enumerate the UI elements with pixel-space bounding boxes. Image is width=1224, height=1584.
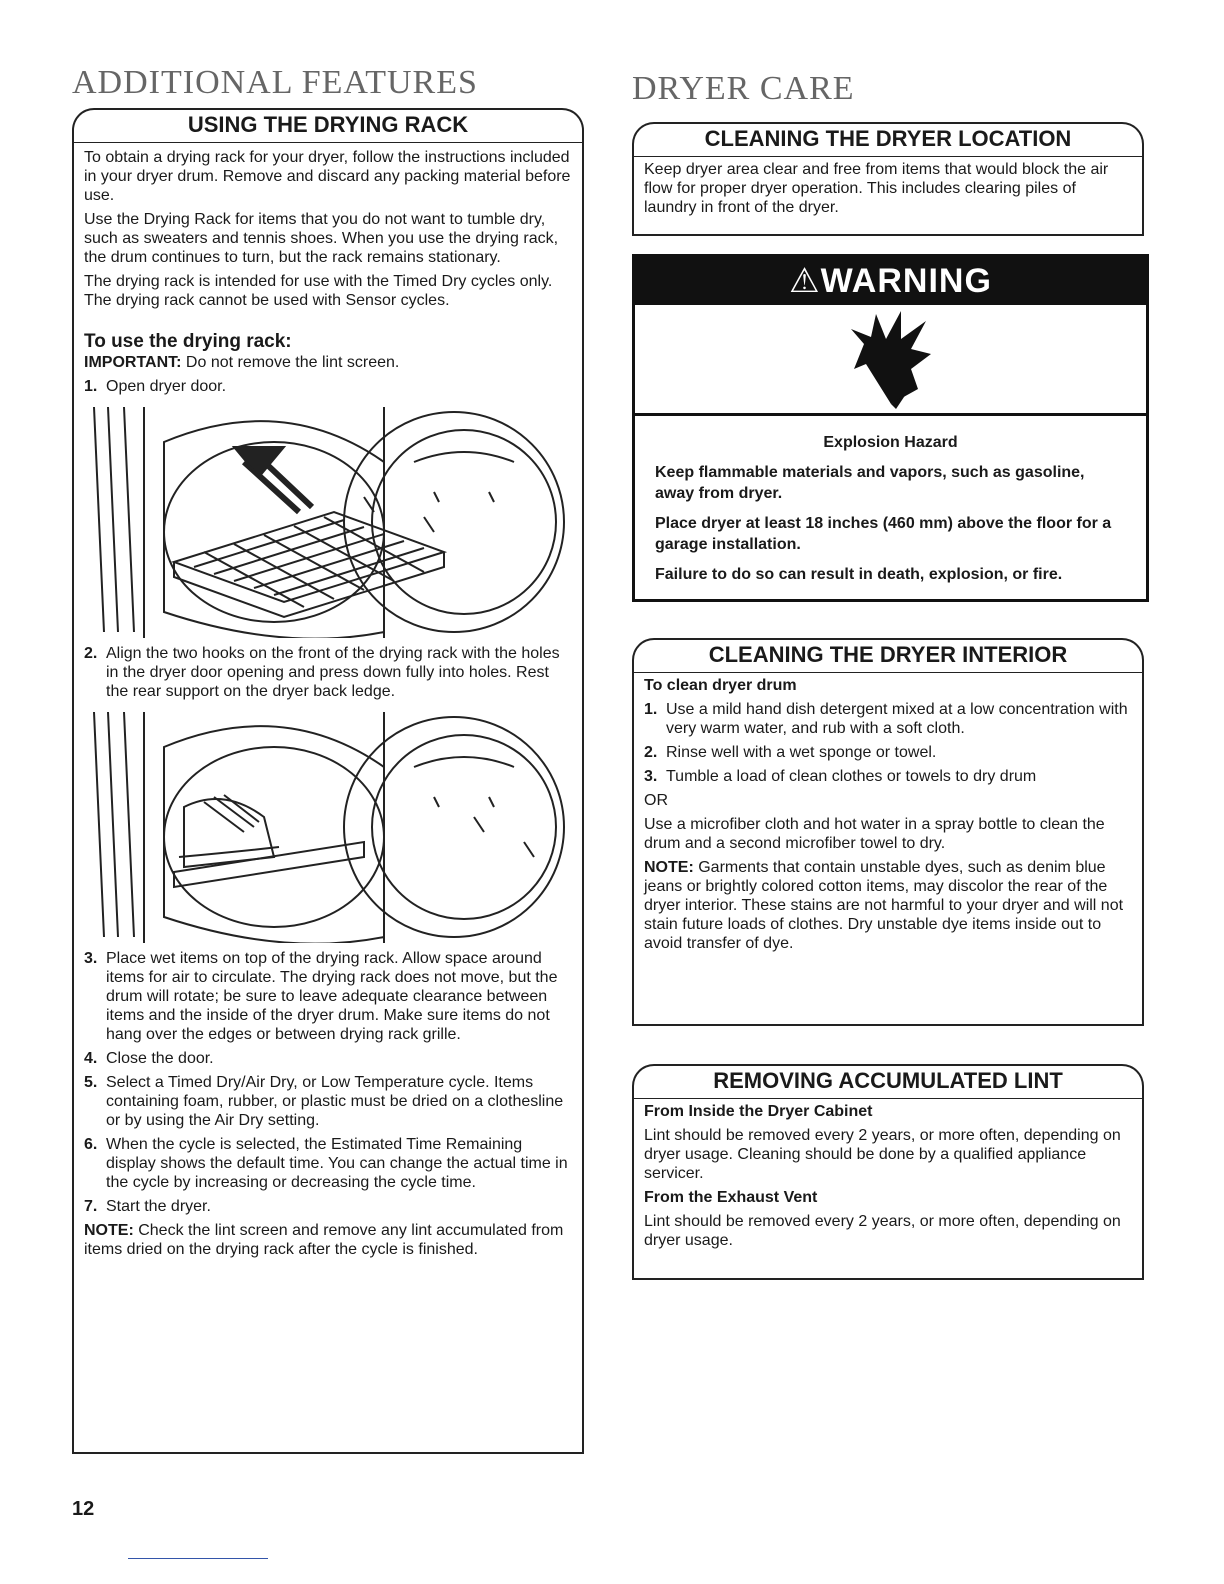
interior-note: NOTE: Garments that contain unstable dyes, such as denim blue jeans or brightly colored cotton items, may discolor the rear of the dryer interior. These stains are not harmful to your dryer and will not stain future loads of clothes. Dry unstable dye items inside out to avoid transfer of dye. — [644, 859, 1124, 952]
steps-list — [84, 644, 572, 701]
drying-rack-note: NOTE: Check the lint screen and remove any lint accumulated from items dried on the drying rack after the cycle is finished. — [84, 1222, 564, 1258]
warning-box — [632, 254, 1149, 602]
list-item: 3. Tumble a load of clean clothes or towels to dry drum — [644, 768, 1037, 785]
warning-hazard-title: Explosion Hazard — [823, 434, 958, 451]
list-item: 2. Rinse well with a wet sponge or towel. — [644, 744, 937, 761]
list-item: 5. Select a Timed Dry/Air Dry, or Low Temperature cycle. Items containing foam, rubber, or plastic must be dried on a clothesline or by using the Air Dry setting. — [84, 1074, 564, 1129]
list-item: 1. Use a mild hand dish detergent mixed at a low concentration with very warm water, and rub with a soft cloth. — [644, 701, 1128, 737]
section-title-additional-features: ADDITIONAL FEATURES — [72, 64, 478, 101]
lint-vent-heading: From the Exhaust Vent — [644, 1189, 818, 1206]
lint-cabinet-text: Lint should be removed every 2 years, or more often, depending on dryer usage. Cleaning should be done by a qualified appliance servicer. — [644, 1127, 1121, 1182]
dryer-rack-illustration-2 — [84, 707, 576, 943]
warning-header — [635, 257, 1146, 305]
subhead-use-rack: To use the drying rack: — [84, 331, 292, 352]
list-item: 6. When the cycle is selected, the Estimated Time Remaining display shows the default time. You can change the actual time in the cycle by increasing or decreasing the cycle time. — [84, 1136, 568, 1191]
dryer-location-title: CLEANING THE DRYER LOCATION — [632, 122, 1144, 157]
dryer-location-box — [632, 126, 1144, 236]
drying-rack-box — [72, 112, 584, 1454]
list-item: 3. Place wet items on top of the drying rack. Allow space around items for air to circulate. The drying rack does not move, but the drum will rotate; be sure to leave adequate clearance between items and the inside of the dryer drum. Make sure items do not hang over the edges or between drying rack grille. — [84, 950, 558, 1043]
steps-list — [84, 949, 572, 1216]
intro-paragraph: Use the Drying Rack for items that you do not want to tumble dry, such as sweaters and tennis shoes. When you use the drying rack, the drum continues to turn, but the rack remains stationary. — [84, 211, 559, 266]
page-number: 12 — [72, 1498, 95, 1520]
important-note: IMPORTANT: Do not remove the lint screen. — [84, 354, 400, 371]
steps-list — [644, 700, 1132, 786]
warning-triangle-icon: ⚠ — [789, 262, 821, 300]
list-item: 7. Start the dryer. — [84, 1198, 211, 1215]
dryer-location-text: Keep dryer area clear and free from items that would block the air flow for proper dryer operation. This includes clearing piles of laundry in front of the dryer. — [644, 161, 1109, 216]
list-item: 4. Close the door. — [84, 1050, 214, 1067]
steps-list — [84, 377, 572, 396]
warning-line: Keep flammable materials and vapors, such as gasoline, away from dryer. — [655, 464, 1085, 502]
lint-vent-text: Lint should be removed every 2 years, or more often, depending on dryer usage. — [644, 1213, 1121, 1249]
dryer-interior-title: CLEANING THE DRYER INTERIOR — [632, 638, 1144, 673]
intro-paragraph: To obtain a drying rack for your dryer, follow the instructions included in your dryer drum. Remove and discard any packing material before use. — [84, 149, 571, 204]
interior-subhead: To clean dryer drum — [644, 677, 797, 694]
explosion-hazard-icon — [635, 305, 1146, 416]
intro-paragraph: The drying rack is intended for use with the Timed Dry cycles only. The drying rack cannot be used with Sensor cycles. — [84, 273, 553, 309]
lint-cabinet-heading: From Inside the Dryer Cabinet — [644, 1103, 873, 1120]
footer-divider — [128, 1558, 268, 1559]
warning-line: Place dryer at least 18 inches (460 mm) above the floor for a garage installation. — [655, 515, 1112, 553]
accumulated-lint-box — [632, 1068, 1144, 1280]
dryer-interior-box — [632, 642, 1144, 1026]
dryer-rack-illustration-1 — [84, 402, 576, 638]
alternative-method: Use a microfiber cloth and hot water in a spray bottle to clean the drum and a second microfiber towel to dry. — [644, 816, 1105, 852]
list-item: 2. Align the two hooks on the front of the drying rack with the holes in the dryer door opening and press down fully into holes. Rest the rear support on the dryer back ledge. — [84, 645, 560, 700]
accumulated-lint-title: REMOVING ACCUMULATED LINT — [632, 1064, 1144, 1099]
section-title-dryer-care: DRYER CARE — [632, 70, 855, 107]
warning-line: Failure to do so can result in death, explosion, or fire. — [655, 566, 1063, 583]
drying-rack-title: USING THE DRYING RACK — [72, 108, 584, 143]
list-item: 1. Open dryer door. — [84, 378, 227, 395]
or-separator: OR — [644, 792, 668, 809]
warning-label: WARNING — [820, 262, 992, 300]
